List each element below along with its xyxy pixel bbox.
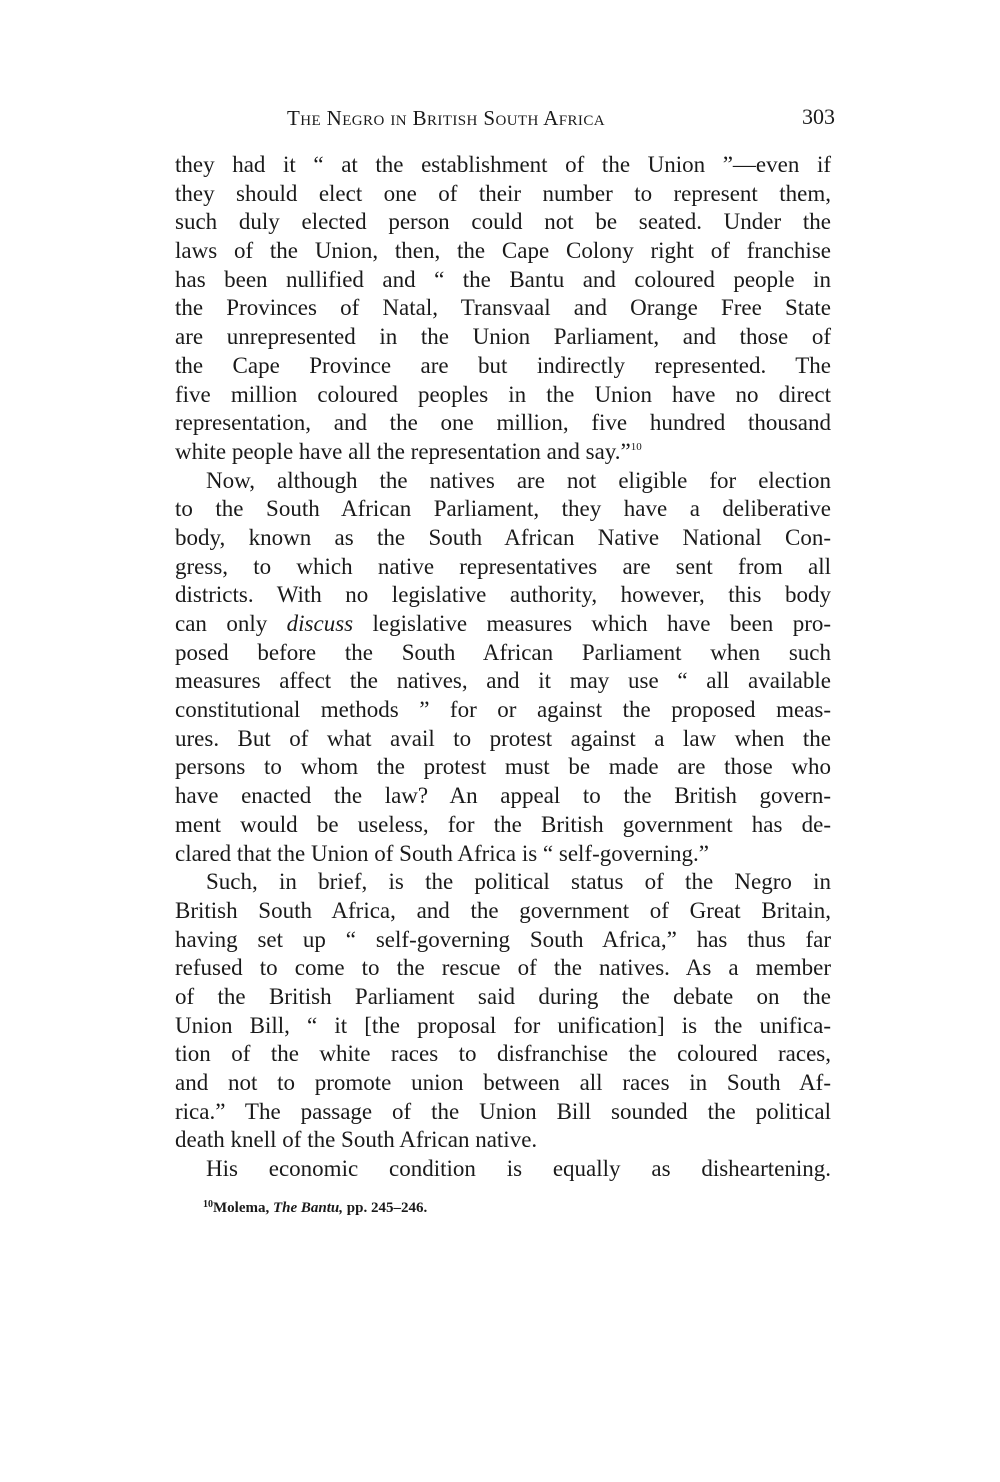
text-line: and not to promote union between all races in South Af- — [175, 1070, 831, 1095]
text-line: laws of the Union, then, the Cape Colony right of franchise — [175, 238, 831, 264]
footnote-title: The Bantu, — [272, 1200, 344, 1216]
text-line: to the South African Parliament, they have a deliberative — [175, 496, 831, 522]
text-fragment: can only — [175, 611, 268, 636]
footnote — [203, 1200, 427, 1217]
text-line: they should elect one of their number to represent them, — [175, 180, 831, 206]
text-line: rica.” The passage of the Union Bill sounded the political — [175, 1098, 831, 1124]
footnote-reference: 10 — [630, 440, 642, 453]
text-line: such duly elected person could not be seated. Under the — [175, 209, 831, 235]
text-line: constitutional methods ” for or against the proposed meas- — [175, 697, 831, 723]
text-line: His economic condition is equally as disheartening. — [206, 1156, 831, 1182]
text-line: tion of the white races to disfranchise the coloured races, — [175, 1041, 831, 1067]
footnote-number: 10 — [203, 1199, 213, 1210]
running-title: The Negro in British South Africa — [287, 106, 605, 130]
text-line-with-note — [175, 438, 831, 467]
footnote-pages: pp. 245–246. — [346, 1200, 428, 1216]
text-line: Union Bill, “ it [the proposal for unification] is the unifica- — [175, 1012, 831, 1038]
text-line: Such, in brief, is the political status of the Negro in — [206, 869, 831, 895]
text-line: persons to whom the protest must be made are those who — [175, 754, 831, 780]
text-line: are unrepresented in the Union Parliament, and those of — [175, 324, 831, 350]
text-line: British South Africa, and the government of Great Britain, — [175, 897, 831, 923]
text-line: refused to come to the rescue of the natives. As a member — [175, 955, 831, 981]
paragraph-1 — [175, 151, 831, 467]
running-head — [175, 104, 835, 138]
text-line: of the British Parliament said during the debate on the — [175, 983, 831, 1009]
text-line: measures affect the natives, and it may use “ all available — [175, 668, 831, 694]
text-line: the Provinces of Natal, Transvaal and Orange Free State — [175, 295, 831, 321]
text-line: having set up “ self-governing South Africa,” has thus far — [175, 926, 831, 952]
text-line: have enacted the law? An appeal to the British govern- — [175, 783, 831, 809]
text-line: five million coloured peoples in the Union have no direct — [175, 381, 831, 407]
body-text — [175, 151, 831, 1184]
paragraph-2 — [175, 467, 831, 869]
text-fragment: legislative measures which have been pro- — [372, 611, 832, 636]
text-line: districts. With no legislative authority, however, this body — [175, 582, 831, 608]
text-line-with-emphasis — [175, 610, 831, 639]
text-line: clared that the Union of South Africa is “ self-governing.” — [175, 840, 709, 866]
text-line: they had it “ at the establishment of the Union ”—even if — [175, 152, 831, 177]
text-line: representation, and the one million, five hundred thousand — [175, 410, 831, 436]
text-line: Now, although the natives are not eligible for election — [206, 467, 831, 493]
text-line: ures. But of what avail to protest against a law when the — [175, 725, 831, 751]
emphasized-word: discuss — [286, 611, 354, 636]
text-line: has been nullified and “ the Bantu and coloured people in — [175, 266, 831, 292]
text-line: death knell of the South African native. — [175, 1127, 538, 1153]
footnote-author: Molema, — [213, 1200, 270, 1216]
text-line: white people have all the representation and say.” — [175, 438, 631, 464]
text-line: posed before the South African Parliament when such — [175, 639, 831, 665]
paragraph-4 — [175, 1155, 831, 1184]
text-line: ment would be useless, for the British government has de- — [175, 811, 831, 837]
text-line: gress, to which native representatives are sent from all — [175, 553, 831, 579]
text-line: body, known as the South African Native National Con- — [175, 524, 831, 550]
page-number: 303 — [802, 104, 835, 129]
paragraph-3 — [175, 868, 831, 1155]
text-line: the Cape Province are but indirectly represented. The — [175, 352, 831, 378]
